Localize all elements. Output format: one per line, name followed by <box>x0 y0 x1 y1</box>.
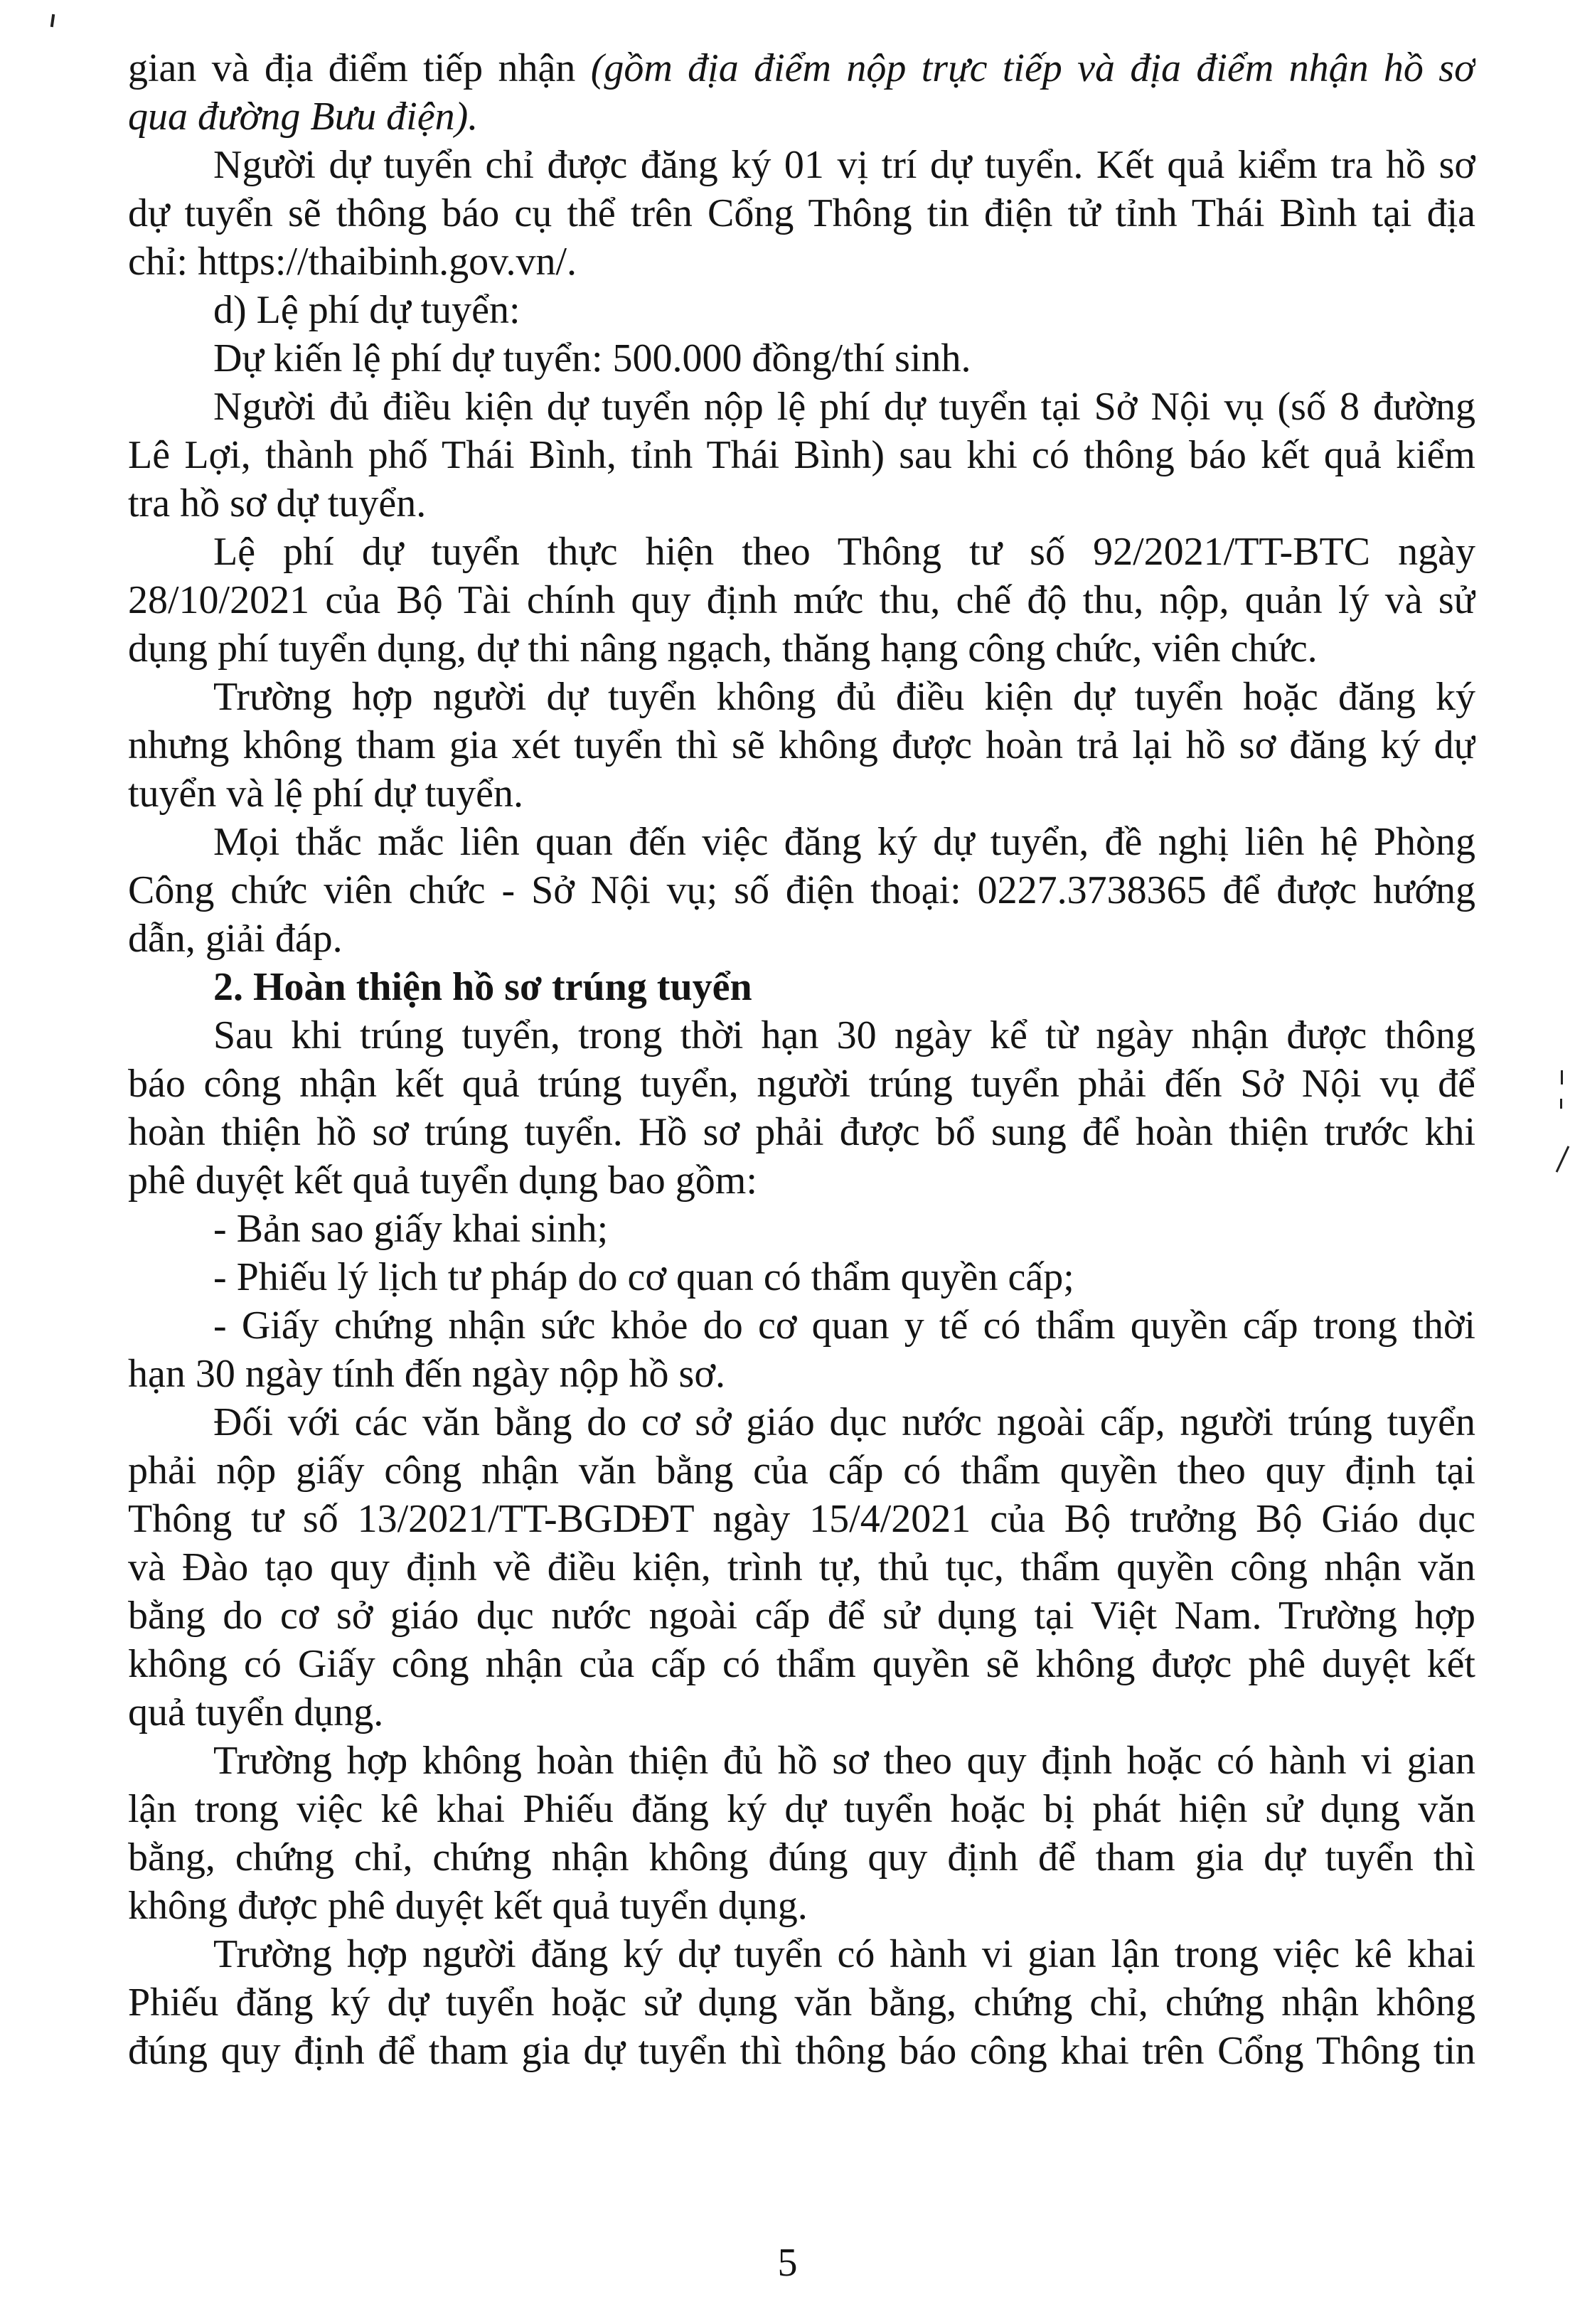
scan-mark <box>1560 1099 1562 1109</box>
list-item: - Phiếu lý lịch tư pháp do cơ quan có thẩm quyền cấp; <box>213 1255 1074 1299</box>
paragraph-line: chỉ: https://thaibinh.gov.vn/. <box>128 240 577 284</box>
section-heading: 2. Hoàn thiện hồ sơ trúng tuyển <box>213 965 752 1009</box>
paragraph-line: và Đào tạo quy định về điều kiện, trình tự, thủ tục, thẩm quyền công nhận văn <box>128 1545 1475 1589</box>
paragraph-line: Sau khi trúng tuyển, trong thời hạn 30 ngày kể từ ngày nhận được thông <box>213 1013 1475 1057</box>
paragraph-line: phê duyệt kết quả tuyển dụng bao gồm: <box>128 1158 757 1203</box>
paragraph-line: Mọi thắc mắc liên quan đến việc đăng ký dự tuyển, đề nghị liên hệ Phòng <box>213 820 1475 864</box>
paragraph-line: lận trong việc kê khai Phiếu đăng ký dự tuyển hoặc bị phát hiện sử dụng văn <box>128 1787 1475 1831</box>
italic-span: (gồm địa điểm nộp trực tiếp và địa điểm nhận hồ sơ <box>590 46 1475 90</box>
paragraph-line: Đối với các văn bằng do cơ sở giáo dục nước ngoài cấp, người trúng tuyển <box>213 1400 1475 1444</box>
text-span: gian và địa điểm tiếp nhận <box>128 46 591 90</box>
section-label: d) Lệ phí dự tuyển: <box>213 288 520 332</box>
paragraph-line: qua đường Bưu điện). <box>128 95 479 139</box>
scan-mark <box>1556 1146 1570 1173</box>
page-number: 5 <box>777 2241 798 2285</box>
paragraph-line: tra hồ sơ dự tuyển. <box>128 481 427 526</box>
body-text <box>128 44 1475 2075</box>
paragraph-line: không có Giấy công nhận của cấp có thẩm quyền sẽ không được phê duyệt kết <box>128 1642 1475 1686</box>
paragraph-line: Trường hợp không hoàn thiện đủ hồ sơ theo quy định hoặc có hành vi gian <box>213 1739 1475 1783</box>
paragraph-line: bằng, chứng chỉ, chứng nhận không đúng quy định để tham gia dự tuyển thì <box>128 1835 1475 1880</box>
paragraph-line: Thông tư số 13/2021/TT-BGDĐT ngày 15/4/2021 của Bộ trưởng Bộ Giáo dục <box>128 1497 1475 1541</box>
paragraph-line: phải nộp giấy công nhận văn bằng của cấp có thẩm quyền theo quy định tại <box>128 1449 1475 1493</box>
paragraph-line <box>128 44 1475 92</box>
scan-mark <box>1561 1070 1563 1084</box>
paragraph-line: Phiếu đăng ký dự tuyển hoặc sử dụng văn bằng, chứng chỉ, chứng nhận không <box>128 1981 1475 2025</box>
paragraph-line: hoàn thiện hồ sơ trúng tuyển. Hồ sơ phải được bổ sung để hoàn thiện trước khi <box>128 1110 1475 1154</box>
paragraph-line: Người dự tuyển chỉ được đăng ký 01 vị trí dự tuyển. Kết quả kiểm tra hồ sơ <box>213 143 1475 187</box>
paragraph-line: 28/10/2021 của Bộ Tài chính quy định mức thu, chế độ thu, nộp, quản lý và sử <box>128 578 1475 622</box>
paragraph-line: đúng quy định để tham gia dự tuyển thì thông báo công khai trên Cổng Thông tin <box>128 2029 1475 2073</box>
paragraph-line: dự tuyển sẽ thông báo cụ thể trên Cổng Thông tin điện tử tỉnh Thái Bình tại địa <box>128 191 1475 235</box>
paragraph-line: bằng do cơ sở giáo dục nước ngoài cấp để sử dụng tại Việt Nam. Trường hợp <box>128 1594 1475 1638</box>
list-item: hạn 30 ngày tính đến ngày nộp hồ sơ. <box>128 1352 725 1396</box>
paragraph-line: Dự kiến lệ phí dự tuyển: 500.000 đồng/thí sinh. <box>213 336 971 380</box>
list-item: - Giấy chứng nhận sức khỏe do cơ quan y tế có thẩm quyền cấp trong thời <box>213 1304 1475 1348</box>
paragraph-line: tuyển và lệ phí dự tuyển. <box>128 772 524 816</box>
scan-mark <box>50 14 55 27</box>
paragraph-line: báo công nhận kết quả trúng tuyển, người trúng tuyển phải đến Sở Nội vụ để <box>128 1062 1475 1106</box>
paragraph-line: Lê Lợi, thành phố Thái Bình, tỉnh Thái Bình) sau khi có thông báo kết quả kiểm <box>128 433 1475 477</box>
paragraph-line: Lệ phí dự tuyển thực hiện theo Thông tư số 92/2021/TT-BTC ngày <box>213 530 1475 574</box>
paragraph-line: quả tuyển dụng. <box>128 1690 384 1734</box>
paragraph-line: dụng phí tuyển dụng, dự thi nâng ngạch, thăng hạng công chức, viên chức. <box>128 627 1318 671</box>
paragraph-line: Người đủ điều kiện dự tuyển nộp lệ phí dự tuyển tại Sở Nội vụ (số 8 đường <box>213 385 1475 429</box>
paragraph-line: dẫn, giải đáp. <box>128 917 343 961</box>
paragraph-line: nhưng không tham gia xét tuyển thì sẽ không được hoàn trả lại hồ sơ đăng ký dự <box>128 723 1475 767</box>
paragraph-line: Trường hợp người đăng ký dự tuyển có hành vi gian lận trong việc kê khai <box>213 1932 1475 1976</box>
list-item: - Bản sao giấy khai sinh; <box>213 1207 609 1251</box>
paragraph-line: không được phê duyệt kết quả tuyển dụng. <box>128 1884 808 1928</box>
paragraph-line: Trường hợp người dự tuyển không đủ điều kiện dự tuyển hoặc đăng ký <box>213 675 1475 719</box>
paragraph-line: Công chức viên chức - Sở Nội vụ; số điện thoại: 0227.3738365 để được hướng <box>128 868 1475 912</box>
